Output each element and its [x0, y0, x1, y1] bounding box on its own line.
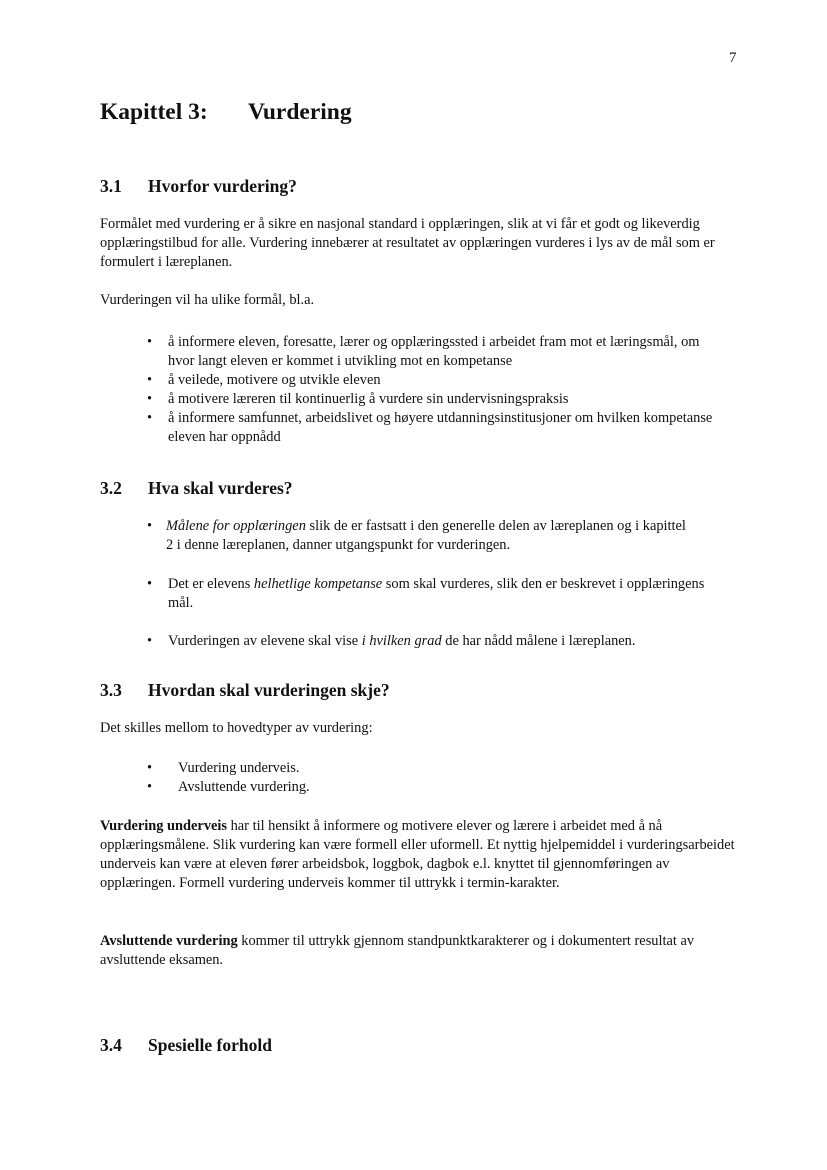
- chapter-title: [100, 99, 352, 126]
- bullet-marker: •: [147, 518, 153, 534]
- section-title: Hva skal vurderes?: [148, 478, 293, 498]
- section-heading-3-3: [100, 680, 390, 701]
- bullet-marker: •: [147, 760, 153, 776]
- section-heading-3-4: [100, 1035, 272, 1056]
- section-title: Hvorfor vurdering?: [148, 176, 297, 196]
- list-item: [166, 517, 691, 555]
- bold-term: Vurdering underveis: [100, 818, 227, 834]
- bullet-marker: •: [147, 633, 153, 649]
- chapter-number: Kapittel 3:: [100, 99, 208, 125]
- paragraph: Det skilles mellom to hovedtyper av vurdering:: [100, 720, 373, 736]
- bullet-marker: •: [147, 391, 153, 407]
- bold-term: Avsluttende vurdering: [100, 933, 238, 949]
- bullet-marker: •: [147, 779, 153, 795]
- list-item: [168, 632, 768, 651]
- list-item: [168, 575, 713, 613]
- list-item: Avsluttende vurdering.: [178, 779, 310, 795]
- list-item-text: som skal vurderes, slik den er beskrevet i opplæringens mål.: [168, 576, 705, 611]
- section-heading-3-1: [100, 176, 297, 197]
- paragraph: Formålet med vurdering er å sikre en nasjonal standard i opplæringen, slik at vi får et godt og likeverdig opplæringstilbud for alle. Vurdering innebærer at resultatet av opplæringen vurderes i lys av de mål som er formulert i læreplanen.: [100, 216, 715, 270]
- bullet-marker: •: [147, 334, 153, 350]
- bullet-marker: •: [147, 576, 153, 592]
- list-item: Vurdering underveis.: [178, 760, 300, 776]
- section-number: 3.4: [100, 1035, 122, 1055]
- list-item: å veilede, motivere og utvikle eleven: [168, 372, 381, 388]
- emphasis: helhetlige kompetanse: [253, 576, 383, 592]
- chapter-name: Vurdering: [248, 99, 352, 125]
- paragraph: Vurderingen vil ha ulike formål, bl.a.: [100, 292, 315, 308]
- section-title: Hvordan skal vurderingen skje?: [148, 680, 390, 700]
- list-item: å informere eleven, foresatte, lærer og opplæringssted i arbeidet fram mot et læringsmål, om hvor langt eleven er kommet i utvikling mot en kompetanse: [168, 334, 700, 369]
- list-item-text: Vurderingen av elevene skal vise: [168, 633, 362, 649]
- section-title: Spesielle forhold: [148, 1035, 272, 1055]
- list-item-text: de har nådd målene i læreplanen.: [441, 633, 636, 649]
- paragraph: [100, 817, 740, 893]
- bullet-marker: •: [147, 410, 153, 426]
- page-number: 7: [729, 50, 737, 66]
- section-heading-3-2: [100, 478, 293, 499]
- list-item-text: slik de er fastsatt i den generelle delen av læreplanen og i kapittel 2 i denne læreplanen, danner utgangspunkt for vurderingen.: [166, 518, 686, 553]
- section-number: 3.1: [100, 176, 122, 196]
- paragraph: [100, 932, 740, 970]
- list-item-text: Det er elevens: [168, 576, 254, 592]
- list-item: å informere samfunnet, arbeidslivet og høyere utdanningsinstitusjoner om hvilken kompetanse eleven har oppnådd: [168, 410, 713, 445]
- list-item: å motivere læreren til kontinuerlig å vurdere sin undervisningspraksis: [168, 391, 569, 407]
- section-number: 3.3: [100, 680, 122, 700]
- emphasis: Målene for opplæringen: [166, 518, 306, 534]
- paragraph-text: har til hensikt å informere og motivere elever og lærere i arbeidet med å nå opplæringsmålene. Slik vurdering kan være formell eller uformell. Et nyttig hjelpemiddel i vurderingsarbeidet underveis kan være at eleven fører arbeidsbok, loggbok, dagbok e.l. knyttet til gjennomføringen av opplæringen. Formell vurdering underveis kommer til uttrykk i termin-karakter.: [100, 818, 735, 891]
- paragraph-text: kommer til uttrykk gjennom standpunktkarakterer og i dokumentert resultat av avsluttende eksamen.: [100, 933, 695, 968]
- section-number: 3.2: [100, 478, 122, 498]
- emphasis: i hvilken grad: [361, 633, 442, 649]
- bullet-marker: •: [147, 372, 153, 388]
